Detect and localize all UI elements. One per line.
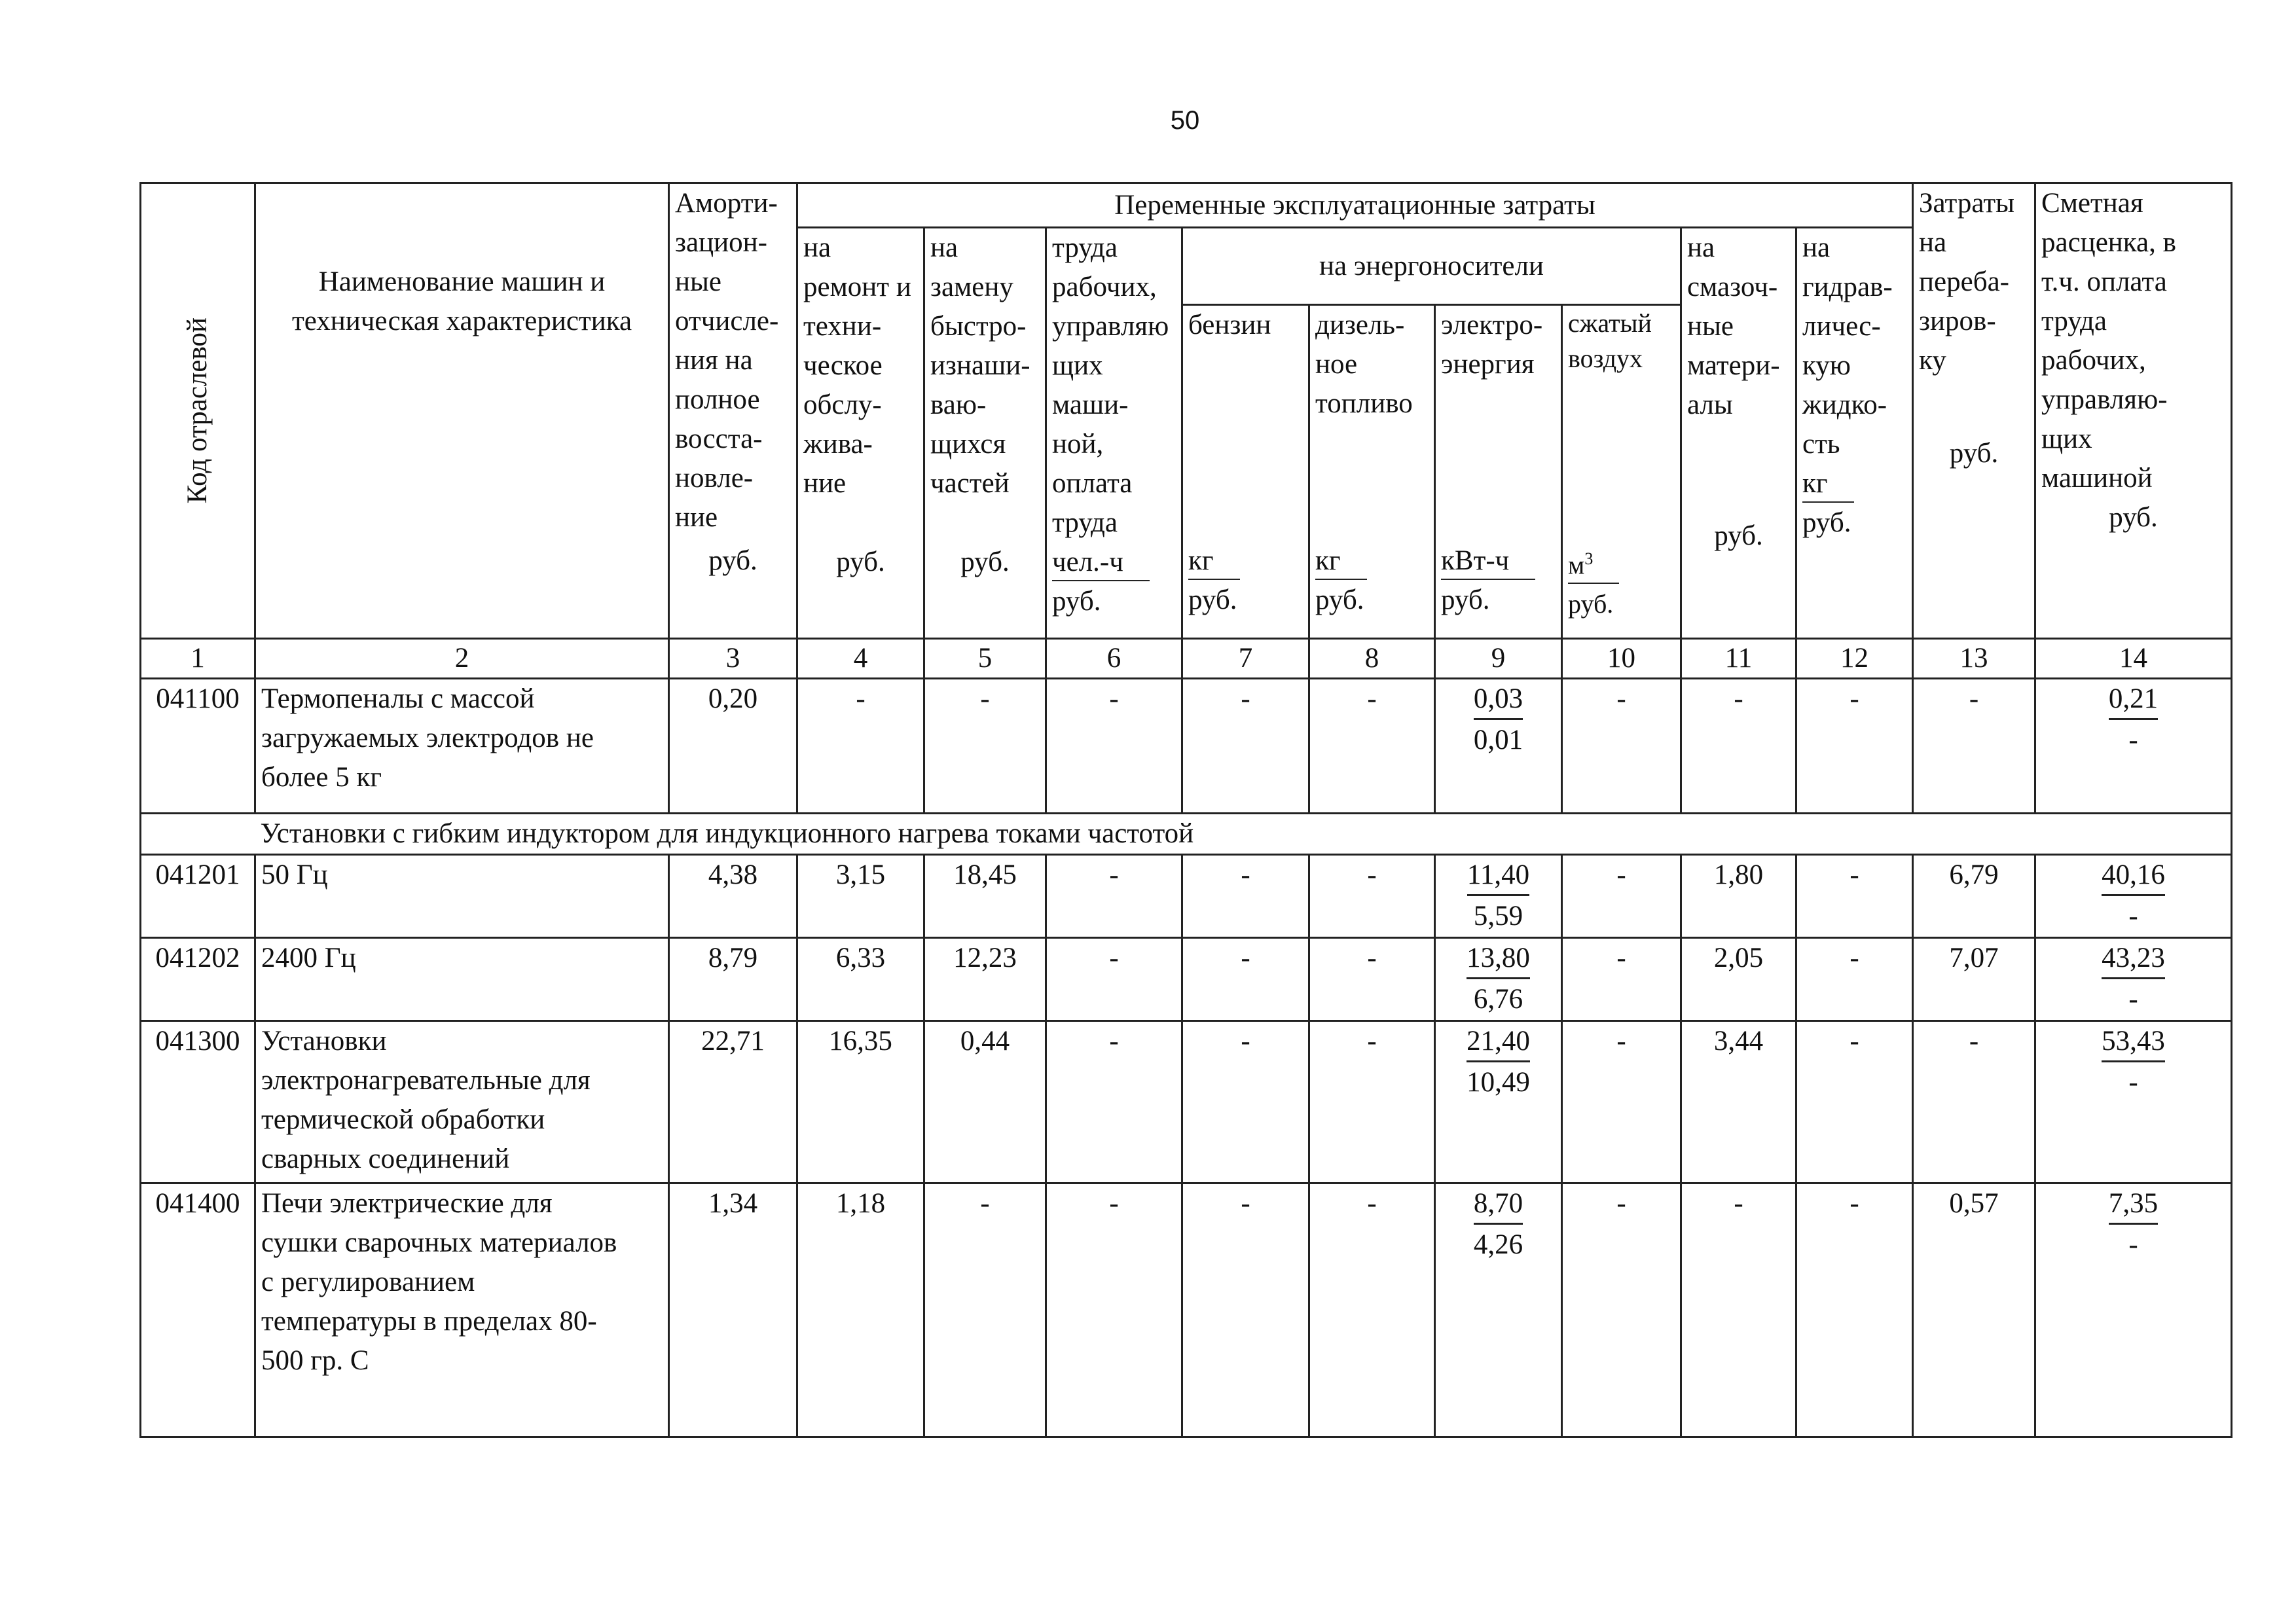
machine-code: 041300 <box>141 1021 255 1183</box>
machine-name-line: с регулированием <box>261 1267 475 1297</box>
value-c6: - <box>1046 1021 1182 1183</box>
value-c8: - <box>1309 1021 1435 1183</box>
value-c6: - <box>1046 855 1182 938</box>
column-number: 1 <box>141 639 255 679</box>
value-c8: - <box>1309 1183 1435 1437</box>
header-line: кую <box>1802 350 1851 381</box>
header-text-lines <box>1052 228 1176 543</box>
header-line: т.ч. оплата <box>2041 266 2167 297</box>
machine-name-line: более 5 кг <box>261 762 382 793</box>
header-lubricants: на смазоч- ные матери- алы руб. <box>1681 228 1796 639</box>
fraction-numerator: 43,23 <box>2102 939 2165 979</box>
fraction-numerator: 40,16 <box>2102 856 2165 896</box>
value-c13: 6,79 <box>1913 855 2035 938</box>
header-line: быстро- <box>930 311 1027 342</box>
header-line: машиной <box>2041 463 2153 494</box>
value-c10: - <box>1562 938 1681 1021</box>
value-c5: 0,44 <box>924 1021 1046 1183</box>
value-c11: 1,80 <box>1681 855 1796 938</box>
machine-name-line: загружаемых электродов не <box>261 723 594 753</box>
value-c7: - <box>1182 679 1309 814</box>
value-c14 <box>2035 938 2232 1021</box>
machine-name-line: температуры в пределах 80- <box>261 1306 597 1337</box>
fraction-numerator: 0,03 <box>1474 680 1523 720</box>
fraction-denominator: 4,26 <box>1473 1229 1523 1260</box>
header-diesel: дизель- ное топливо кг руб. <box>1309 305 1435 639</box>
section-title: Установки с гибким индуктором для индукционного нагрева токами частотой <box>255 814 2232 855</box>
header-line: рабочих, <box>1052 272 1157 302</box>
value-c9 <box>1435 679 1562 814</box>
header-variable-costs: Переменные эксплуатационные затраты <box>797 183 1913 228</box>
header-line: труда <box>2041 306 2107 336</box>
value-c9 <box>1435 855 1562 938</box>
header-name: Наименование машин и техническая характеристика <box>255 183 669 639</box>
value-c4: 16,35 <box>797 1021 924 1183</box>
column-number: 7 <box>1182 639 1309 679</box>
value-c4: 1,18 <box>797 1183 924 1437</box>
fraction-numerator: 8,70 <box>1474 1185 1523 1225</box>
header-line: ческое <box>803 350 883 381</box>
header-replacement: на замену быстро- изнаши- ваю- щихся частей руб. <box>924 228 1046 639</box>
header-line: оплата <box>1052 468 1133 499</box>
header-text-lines <box>675 184 791 537</box>
header-line: Аморти- <box>675 188 778 219</box>
value-c6: - <box>1046 1183 1182 1437</box>
value-c3: 22,71 <box>669 1021 797 1183</box>
column-number: 11 <box>1681 639 1796 679</box>
header-line: матери- <box>1687 350 1780 381</box>
header-line: зиров- <box>1919 306 1996 336</box>
value-c8: - <box>1309 855 1435 938</box>
machine-name-line: сварных соединений <box>261 1144 510 1174</box>
fraction <box>1467 856 1529 937</box>
header-line: на <box>1802 232 1831 263</box>
value-c12: - <box>1796 1021 1913 1183</box>
value-c10: - <box>1562 679 1681 814</box>
fraction <box>2102 856 2165 937</box>
header-line: маши- <box>1052 389 1129 420</box>
header-estimate: Сметная расценка, в т.ч. оплата труда рабочих, управляю- щих машиной руб. <box>2035 183 2232 639</box>
header-line: сжатый <box>1568 308 1652 338</box>
header-line: полное <box>675 384 760 415</box>
value-c10: - <box>1562 855 1681 938</box>
column-number: 4 <box>797 639 924 679</box>
value-c3: 4,38 <box>669 855 797 938</box>
section-row <box>141 814 2232 855</box>
value-c3: 0,20 <box>669 679 797 814</box>
value-c5: - <box>924 1183 1046 1437</box>
fraction-numerator: 53,43 <box>2102 1022 2165 1062</box>
fraction <box>2109 680 2158 761</box>
value-c5: - <box>924 679 1046 814</box>
header-line: ние <box>675 502 718 533</box>
value-c11: - <box>1681 679 1796 814</box>
column-number: 12 <box>1796 639 1913 679</box>
fraction-denominator: 6,76 <box>1473 984 1523 1015</box>
value-c12: - <box>1796 938 1913 1021</box>
header-line: смазоч- <box>1687 272 1778 302</box>
header-line: ку <box>1919 345 1946 376</box>
value-c9 <box>1435 1021 1562 1183</box>
header-line: на <box>1687 232 1715 263</box>
section-code-cell <box>141 814 255 855</box>
value-c10: - <box>1562 1183 1681 1437</box>
fraction-numerator: 0,21 <box>2109 680 2158 720</box>
header-text-lines <box>1919 184 2029 380</box>
header-line: ные <box>675 266 721 297</box>
header-line: отчисле- <box>675 306 779 336</box>
header-electricity: электро- энергия кВт-ч руб. <box>1435 305 1562 639</box>
machine-code: 041100 <box>141 679 255 814</box>
header-line: труда <box>1052 507 1118 538</box>
page-number: 50 <box>1170 106 1200 135</box>
header-transfer: Затраты на переба- зиров- ку руб. <box>1913 183 2035 639</box>
header-line: жидко- <box>1802 389 1887 420</box>
value-c7: - <box>1182 855 1309 938</box>
fraction-denominator: - <box>2128 1229 2138 1260</box>
header-line: ремонт и <box>803 272 911 302</box>
machine-name-line: Термопеналы с массой <box>261 683 535 714</box>
header-energy: на энергоносители <box>1182 228 1681 305</box>
header-line: топливо <box>1315 388 1413 419</box>
value-c8: - <box>1309 938 1435 1021</box>
value-c4: 3,15 <box>797 855 924 938</box>
header-line: управляю- <box>2041 384 2168 415</box>
header-text-lines <box>930 228 1040 503</box>
fraction <box>1474 680 1523 761</box>
fraction-denominator: - <box>2128 984 2138 1015</box>
machine-name <box>255 679 669 814</box>
value-c12: - <box>1796 679 1913 814</box>
header-text-lines <box>1315 306 1429 424</box>
value-c7: - <box>1182 1021 1309 1183</box>
value-c6: - <box>1046 679 1182 814</box>
fraction <box>1467 1022 1530 1103</box>
header-line: жива- <box>803 429 873 460</box>
header-text-lines <box>2041 184 2225 498</box>
header-text-lines <box>803 228 918 503</box>
fraction-denominator: 10,49 <box>1467 1067 1530 1098</box>
machine-row <box>141 855 2232 938</box>
column-number: 6 <box>1046 639 1182 679</box>
value-c9 <box>1435 938 1562 1021</box>
machine-name-line: электронагревательные для <box>261 1065 591 1096</box>
header-amortization: Аморти- зацион- ные отчисле- ния на полное восста- новле- ние руб. <box>669 183 797 639</box>
machine-name <box>255 1183 669 1437</box>
header-line: воздух <box>1568 344 1643 373</box>
fraction <box>1474 1185 1523 1265</box>
header-compressed-air: сжатый воздух $м^3$ руб. <box>1562 305 1681 639</box>
header-line: личес- <box>1802 311 1881 342</box>
header-line: ной, <box>1052 429 1104 460</box>
value-c4: 6,33 <box>797 938 924 1021</box>
fraction-numerator: 11,40 <box>1467 856 1529 896</box>
fraction <box>1467 939 1530 1020</box>
value-c14 <box>2035 1183 2232 1437</box>
value-c9 <box>1435 1183 1562 1437</box>
header-line: энергия <box>1441 349 1535 380</box>
header-line: изнаши- <box>930 350 1030 381</box>
column-number: 3 <box>669 639 797 679</box>
machine-code: 041400 <box>141 1183 255 1437</box>
machine-row <box>141 938 2232 1021</box>
header-line: электро- <box>1441 310 1543 340</box>
header-line: ния на <box>675 345 753 376</box>
fraction <box>2109 1185 2158 1265</box>
value-c13: - <box>1913 679 2035 814</box>
value-c13: 7,07 <box>1913 938 2035 1021</box>
value-c7: - <box>1182 1183 1309 1437</box>
header-line: сть <box>1802 429 1840 460</box>
machine-name-line: 2400 Гц <box>261 943 356 973</box>
machine-name-line: 500 гр. С <box>261 1345 369 1376</box>
header-line: восста- <box>675 424 763 454</box>
value-c8: - <box>1309 679 1435 814</box>
value-c11: - <box>1681 1183 1796 1437</box>
header-line: расценка, в <box>2041 227 2176 258</box>
value-c7: - <box>1182 938 1309 1021</box>
header-line: ваю- <box>930 389 987 420</box>
header-line: обслу- <box>803 389 882 420</box>
machine-name <box>255 938 669 1021</box>
header-line: замену <box>930 272 1013 302</box>
machine-name-line: 50 Гц <box>261 859 328 890</box>
machine-code: 041201 <box>141 855 255 938</box>
header-text-lines <box>1441 306 1556 384</box>
machine-row <box>141 679 2232 814</box>
column-numbers-row <box>141 639 2232 679</box>
column-number: 14 <box>2035 639 2232 679</box>
fraction-numerator: 21,40 <box>1467 1022 1530 1062</box>
value-c14 <box>2035 679 2232 814</box>
value-c4: - <box>797 679 924 814</box>
header-line: Сметная <box>2041 188 2143 219</box>
header-hydraulic: на гидрав- личес- кую жидко- сть кг руб. <box>1796 228 1913 639</box>
value-c10: - <box>1562 1021 1681 1183</box>
value-c13: 0,57 <box>1913 1183 2035 1437</box>
column-number: 9 <box>1435 639 1562 679</box>
fraction-denominator: 5,59 <box>1473 901 1523 931</box>
header-line: новле- <box>675 463 754 494</box>
machine-name <box>255 1021 669 1183</box>
value-c11: 2,05 <box>1681 938 1796 1021</box>
value-c14 <box>2035 855 2232 938</box>
machine-name <box>255 855 669 938</box>
machine-name-line: сушки сварочных материалов <box>261 1227 617 1258</box>
machine-code: 041202 <box>141 938 255 1021</box>
fraction-denominator: - <box>2128 725 2138 755</box>
header-line: гидрав- <box>1802 272 1893 302</box>
value-c12: - <box>1796 855 1913 938</box>
machine-row <box>141 1021 2232 1183</box>
machine-name-line: Установки <box>261 1026 387 1056</box>
header-gasoline: бензин кг руб. <box>1182 305 1309 639</box>
header-text-lines <box>1687 228 1790 425</box>
value-c13: - <box>1913 1021 2035 1183</box>
machine-name-line: Печи электрические для <box>261 1188 553 1219</box>
header-text-lines <box>1802 228 1906 464</box>
value-c12: - <box>1796 1183 1913 1437</box>
header-line: техни- <box>803 311 882 342</box>
header-line: алы <box>1687 389 1733 420</box>
machine-row <box>141 1183 2232 1437</box>
header-text-lines <box>1568 306 1675 376</box>
header-line: на <box>1919 227 1947 258</box>
header-line: щихся <box>930 429 1006 460</box>
header-line: ные <box>1687 311 1734 342</box>
fraction-denominator: 0,01 <box>1473 725 1523 755</box>
header-line: частей <box>930 468 1010 499</box>
header-line: щих <box>2041 424 2092 454</box>
header-line: переба- <box>1919 266 2009 297</box>
value-c6: - <box>1046 938 1182 1021</box>
fraction-denominator: - <box>2128 1067 2138 1098</box>
header-line: зацион- <box>675 227 767 258</box>
value-c14 <box>2035 1021 2232 1183</box>
header-line: на <box>803 232 831 263</box>
header-labor: труда рабочих, управляю щих маши- ной, оплата труда чел.-ч руб. <box>1046 228 1182 639</box>
header-line: труда <box>1052 232 1118 263</box>
header-line: управляю <box>1052 311 1169 342</box>
header-line: Затраты <box>1919 188 2015 219</box>
fraction-denominator: - <box>2128 901 2138 931</box>
fraction-numerator: 13,80 <box>1467 939 1530 979</box>
header-code: Код отраслевой <box>141 183 255 639</box>
fraction-numerator: 7,35 <box>2109 1185 2158 1225</box>
header-line: ное <box>1315 349 1358 380</box>
column-number: 10 <box>1562 639 1681 679</box>
header-line: дизель- <box>1315 310 1405 340</box>
header-repair: на ремонт и техни- ческое обслу- жива- ние руб. <box>797 228 924 639</box>
column-number: 13 <box>1913 639 2035 679</box>
column-number: 2 <box>255 639 669 679</box>
header-line: ние <box>803 468 847 499</box>
value-c3: 1,34 <box>669 1183 797 1437</box>
header-line: рабочих, <box>2041 345 2146 376</box>
value-c5: 12,23 <box>924 938 1046 1021</box>
machine-name-line: термической обработки <box>261 1104 545 1135</box>
header-line: на <box>930 232 958 263</box>
fraction <box>2102 939 2165 1020</box>
value-c5: 18,45 <box>924 855 1046 938</box>
machine-cost-table <box>139 182 2232 1438</box>
column-number: 8 <box>1309 639 1435 679</box>
value-c3: 8,79 <box>669 938 797 1021</box>
column-number: 5 <box>924 639 1046 679</box>
header-line: щих <box>1052 350 1103 381</box>
value-c11: 3,44 <box>1681 1021 1796 1183</box>
fraction <box>2102 1022 2165 1103</box>
